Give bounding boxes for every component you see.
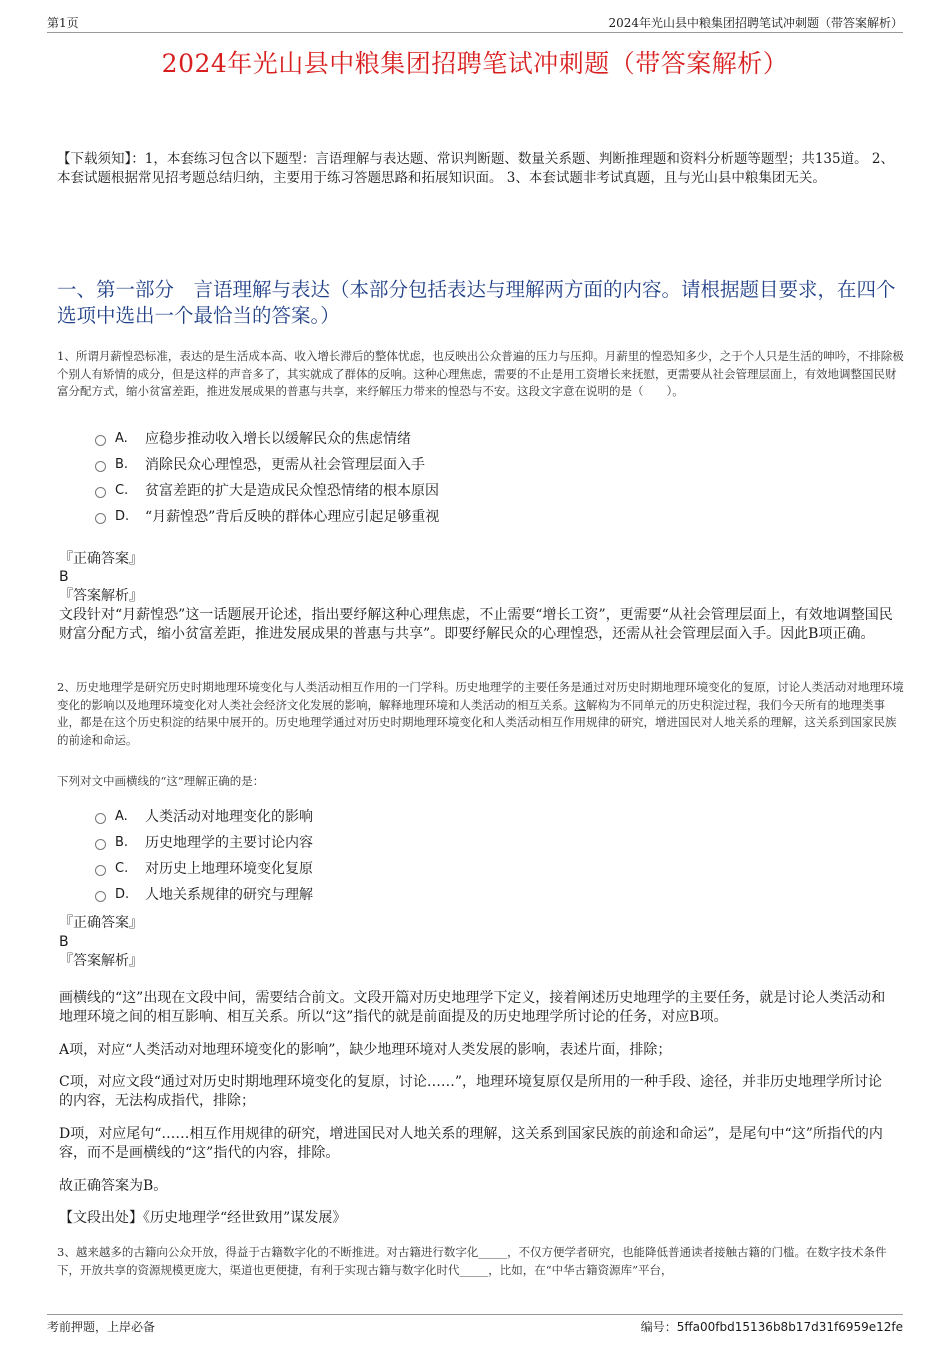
underlined-word: 这 xyxy=(574,697,586,712)
page-title: 2024年光山县中粮集团招聘笔试冲刺题（带答案解析） xyxy=(161,49,789,78)
radio-button[interactable] xyxy=(95,891,106,902)
source-citation: 【文段出处】《历史地理学“经世致用”谋发展》 xyxy=(59,1210,347,1226)
option-text: 贫富差距的扩大是造成民众惶恐情绪的根本原因 xyxy=(145,483,439,499)
question-2-stem xyxy=(57,679,905,749)
footer-slogan: 考前押题，上岸必备 xyxy=(47,1320,156,1334)
radio-button[interactable] xyxy=(95,839,106,850)
footer-doc-id: 编号：5ffa00fbd15136b8b17d31f6959e12fe xyxy=(640,1320,903,1334)
option-text: 应稳步推动收入增长以缓解民众的焦虑情绪 xyxy=(145,431,411,447)
question-1-answer-label: 『正确答案』 xyxy=(59,551,143,567)
option-a[interactable] xyxy=(95,429,695,455)
header-doc-title: 2024年光山县中粮集团招聘笔试冲刺题（带答案解析） xyxy=(608,16,903,30)
option-letter: A. xyxy=(115,809,128,824)
question-1-analysis-label: 『答案解析』 xyxy=(59,588,143,604)
option-text: “月薪惶恐”背后反映的群体心理应引起足够重视 xyxy=(145,509,440,525)
option-letter: C. xyxy=(115,483,129,498)
question-2-analysis-label: 『答案解析』 xyxy=(59,953,143,969)
option-text: 人地关系规律的研究与理解 xyxy=(145,887,313,903)
option-letter: B. xyxy=(115,835,129,850)
option-text: 消除民众心理惶恐，更需从社会管理层面入手 xyxy=(145,457,425,473)
question-1-options xyxy=(95,429,695,533)
option-letter: D. xyxy=(115,887,130,902)
radio-button[interactable] xyxy=(95,513,106,524)
option-c[interactable] xyxy=(95,859,695,885)
option-text: 对历史上地理环境变化复原 xyxy=(145,861,313,877)
option-d[interactable] xyxy=(95,885,695,911)
page-number: 第1页 xyxy=(47,16,79,30)
question-2-answer-label: 『正确答案』 xyxy=(59,915,143,931)
analysis-paragraph: 画横线的“这”出现在文段中间，需要结合前文。文段开篇对历史地理学下定义，接着阐述历史地理学的主要任务，就是讨论人类活动和地理环境之间的相互影响、相互关系。所以“这”指代的就是前面提及的历史地理学所讨论的任务，对应B项。 xyxy=(59,990,886,1025)
stem-part: 解构为不同单元的历史积淀过程，我们今天所有的地理类事业，都是在这个历史积淀的结果中展开的。历史地理学通过对历史时期地理环境变化和人类活动相互作用规律的研究，增进国民对人地关系的理解，这关系到国家民族的前途和命运。 xyxy=(57,697,897,747)
radio-button[interactable] xyxy=(95,865,106,876)
radio-button[interactable] xyxy=(95,813,106,824)
option-b[interactable] xyxy=(95,455,695,481)
download-notice: 【下载须知】：1，本套练习包含以下题型：言语理解与表达题、常识判断题、数量关系题、判断推理题和资料分析题等题型；共135道。 2、本套试题根据常见招考题总结归纳，主要用于练习答题思路和拓展知识面。 3、本套试题非考试真题，且与光山县中粮集团无关。 xyxy=(57,151,894,186)
question-2-options xyxy=(95,807,695,911)
question-2-question: 下列对文中画横线的“这”理解正确的是： xyxy=(57,774,265,788)
option-text: 历史地理学的主要讨论内容 xyxy=(145,835,313,851)
question-3-stem xyxy=(57,1244,905,1279)
question-2-answer: B xyxy=(59,934,69,950)
radio-button[interactable] xyxy=(95,435,106,446)
blank: _____ xyxy=(459,1262,489,1277)
option-b[interactable] xyxy=(95,833,695,859)
option-d[interactable] xyxy=(95,507,695,533)
option-c[interactable] xyxy=(95,481,695,507)
question-1-stem: 1、所谓月薪惶恐标准，表达的是生活成本高、收入增长滞后的整体忧虑，也反映出公众普遍的压力与压抑。月薪里的惶恐知多少，之于个人只是生活的呻吟，不排除极个别人有矫情的成分，但是这样的声音多了，其实就成了群体的反响。这种心理焦虑，需要的不止是用工资增长来抚慰，更需要从社会管理层面上，有效地调整国民财富分配方式，缩小贫富差距，推进发展成果的普惠与共享，来纾解压力带来的惶恐与不安。这段文字意在说明的是（ ）。 xyxy=(57,349,904,398)
stem-part: ，不仅方便学者研究，也能降低普通读者接触古籍的门槛。在数字技术条件下，开放共享的资源规模更庞大，渠道也更便捷，有利于实现古籍与数字化时代 xyxy=(57,1245,887,1277)
radio-button[interactable] xyxy=(95,487,106,498)
radio-button[interactable] xyxy=(95,461,106,472)
option-letter: C. xyxy=(115,861,129,876)
option-letter: B. xyxy=(115,457,129,472)
option-text: 人类活动对地理变化的影响 xyxy=(145,809,313,825)
stem-part: 2、历史地理学是研究历史时期地理环境变化与人类活动相互作用的一门学科。历史地理学的主要任务是通过对历史时期地理环境变化的复原，讨论人类活动对地理环境变化的影响以及地理环境变化对人类社会经济文化发展的影响，解释地理环境和人类活动的相互关系。 xyxy=(57,680,904,712)
page-header xyxy=(47,14,903,33)
option-letter: D. xyxy=(115,509,130,524)
analysis-paragraph: C项，对应文段“通过对历史时期地理环境变化的复原，讨论……”，地理环境复原仅是所用的一种手段、途径，并非历史地理学所讨论的内容，无法构成指代，排除； xyxy=(59,1074,883,1109)
section-heading: 一、第一部分 言语理解与表达（本部分包括表达与理解两方面的内容。请根据题目要求，在四个选项中选出一个最恰当的答案。） xyxy=(57,278,896,327)
analysis-paragraph: A项，对应“人类活动对地理环境变化的影响”，缺少地理环境对人类发展的影响，表述片面，排除； xyxy=(59,1042,672,1058)
analysis-paragraph: 故正确答案为B。 xyxy=(59,1178,168,1194)
stem-part: 3、越来越多的古籍向公众开放，得益于古籍数字化的不断推进。对古籍进行数字化 xyxy=(57,1245,479,1259)
analysis-paragraph: D项，对应尾句“……相互作用规律的研究，增进国民对人地关系的理解，这关系到国家民族的前途和命运”，是尾句中“这”所指代的内容，而不是画横线的“这”指代的内容，排除。 xyxy=(59,1126,883,1161)
question-1-analysis: 文段针对“月薪惶恐”这一话题展开论述，指出要纾解这种心理焦虑，不止需要“增长工资”，更需要“从社会管理层面上，有效地调整国民财富分配方式，缩小贫富差距，推进发展成果的普惠与共享”。即要纾解民众的心理惶恐，还需从社会管理层面入手。因此B项正确。 xyxy=(59,607,893,642)
blank: _____ xyxy=(478,1245,508,1259)
option-a[interactable] xyxy=(95,807,695,833)
page-footer xyxy=(47,1314,903,1335)
option-letter: A. xyxy=(115,431,128,446)
stem-part: ，比如，在“中华古籍资源库”平台， xyxy=(488,1262,673,1277)
question-1-answer: B xyxy=(59,569,69,585)
